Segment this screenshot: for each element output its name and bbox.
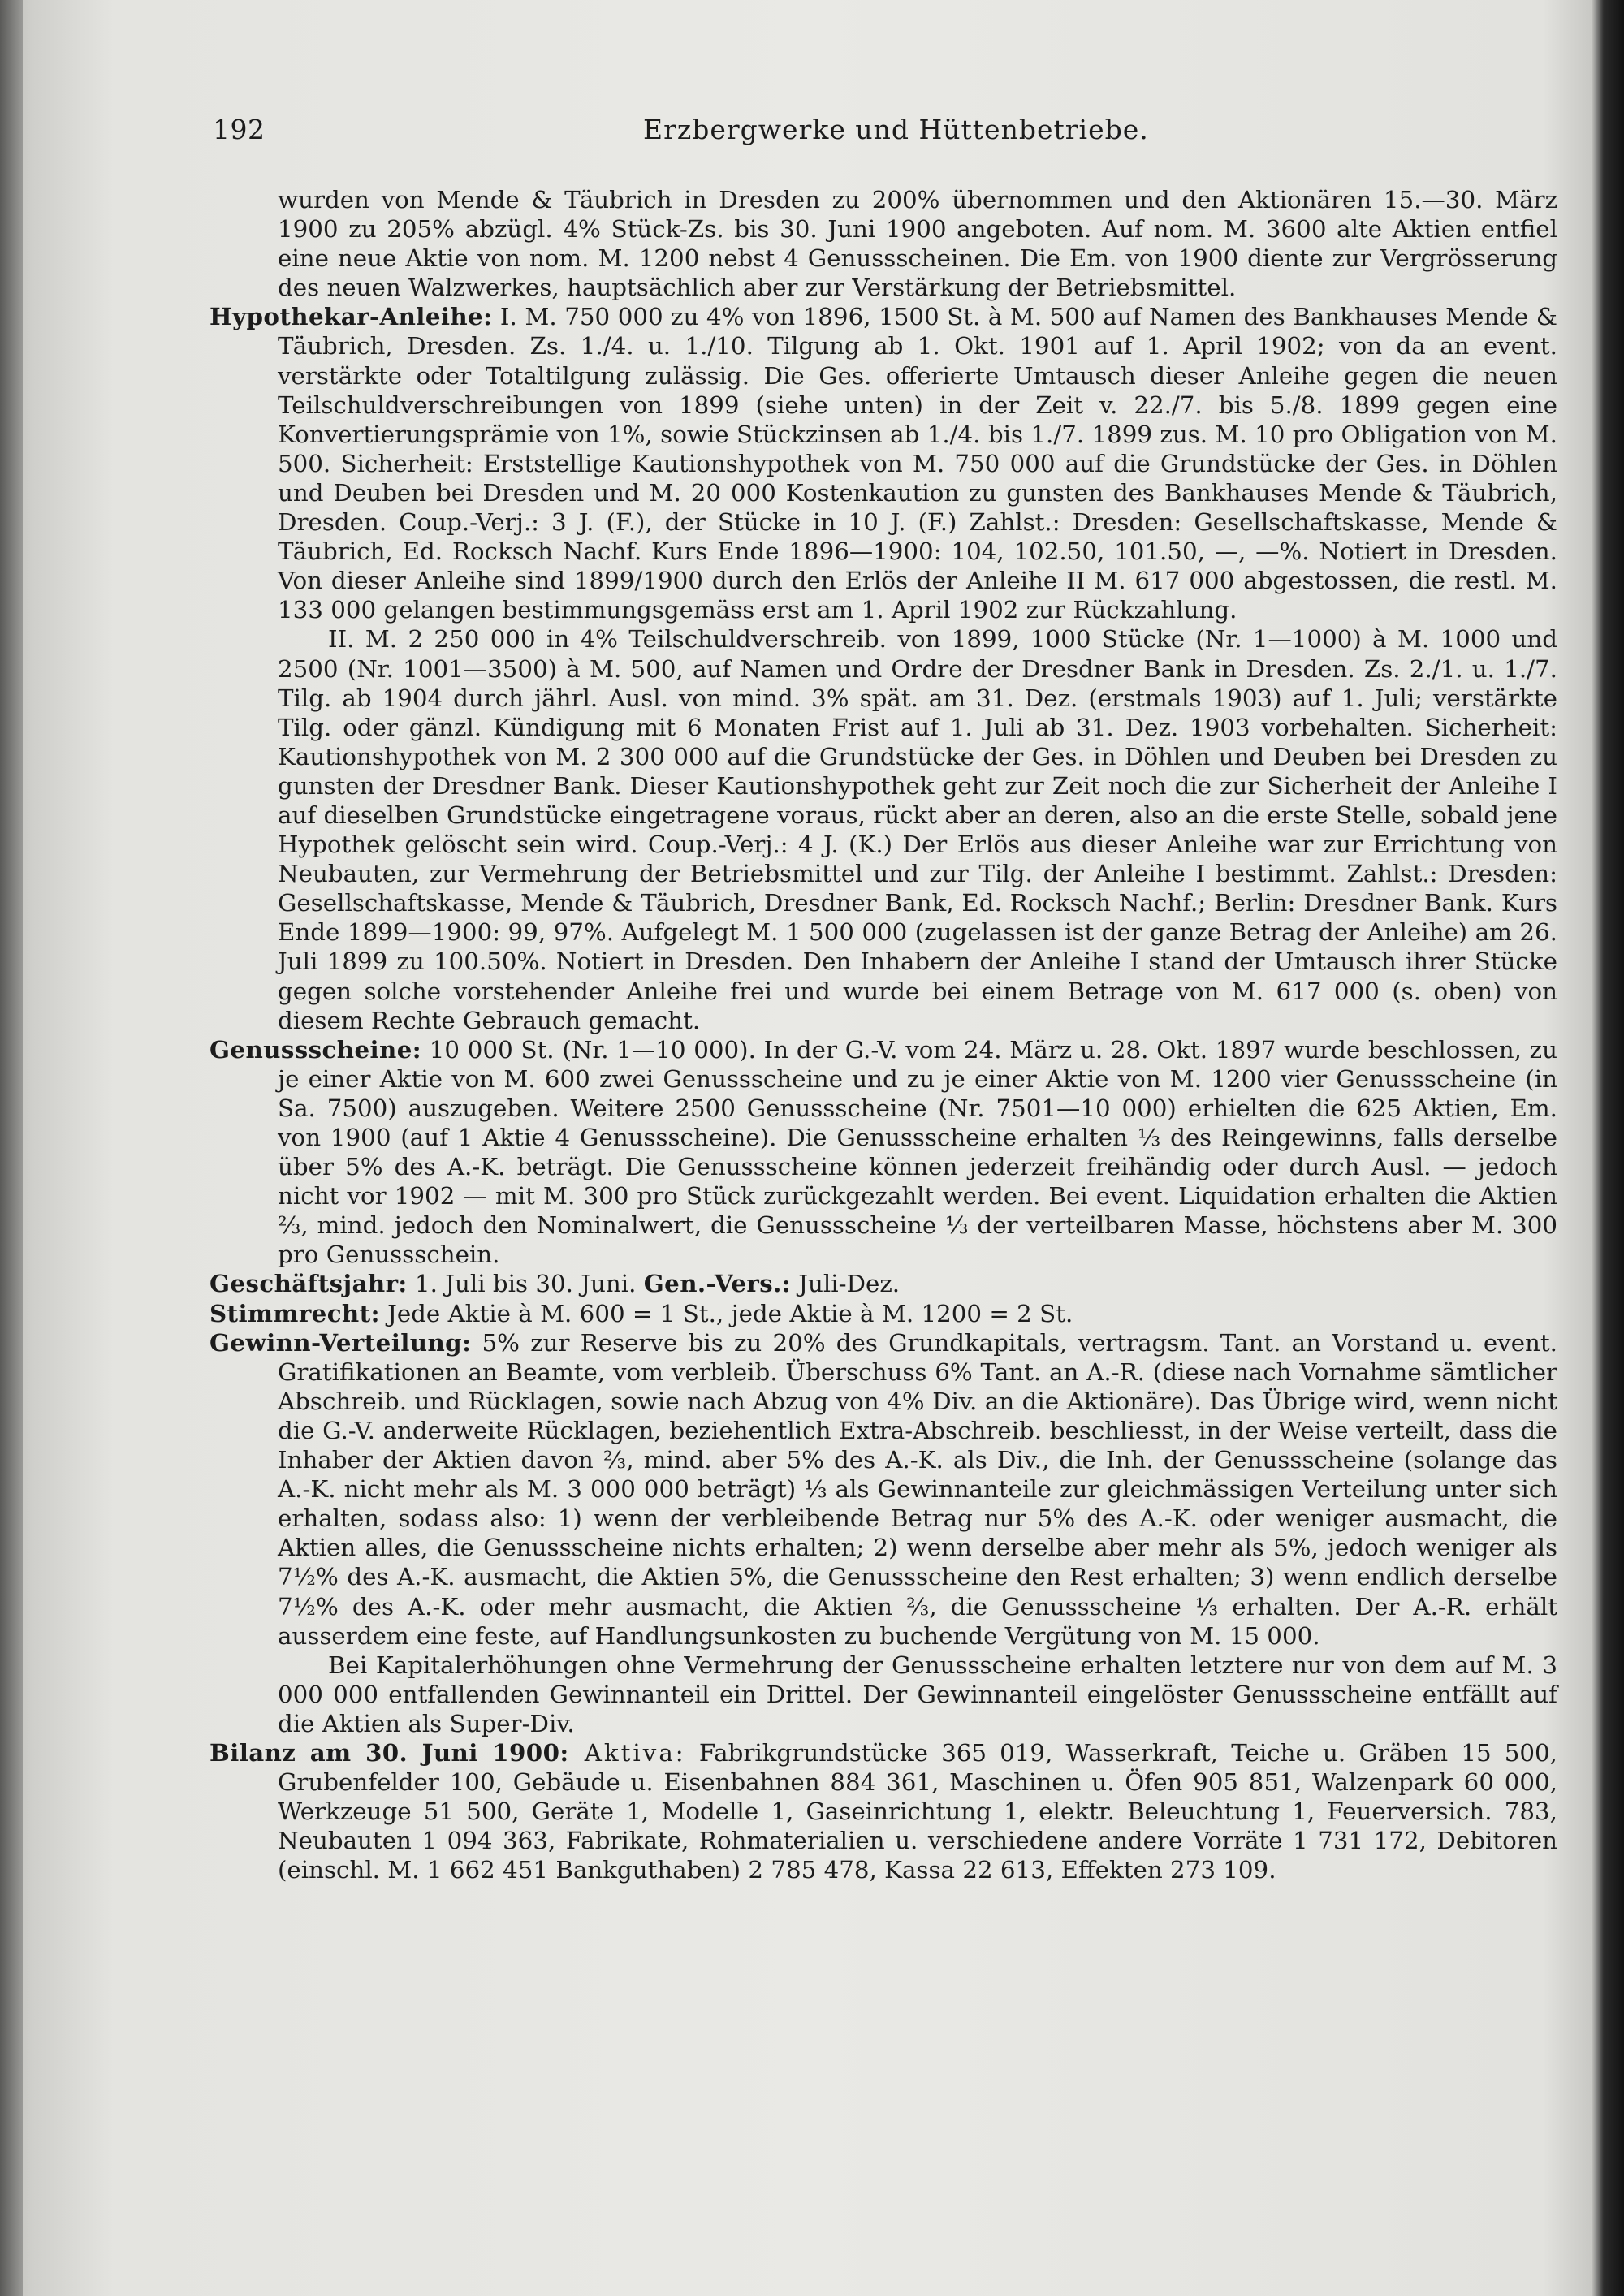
entry-label: Gen.-Vers.: bbox=[643, 1269, 791, 1298]
entry-text: Juli-Dez. bbox=[790, 1270, 901, 1298]
paragraph-kapitalerhoehungen: Bei Kapitalerhöhungen ohne Vermehrung der Genussscheine erhalten letztere nur von dem auf M. 3 000 000 entfallenden Gewinnanteil ein Drittel. Der Gewinnanteil eingelöster Genussscheine entfällt auf die Aktien als Super-Div. bbox=[278, 1651, 1557, 1737]
entry-label: Gewinn-Verteilung: bbox=[209, 1327, 472, 1357]
entry-label: Geschäftsjahr: bbox=[209, 1269, 408, 1298]
entry-text: 5% zur Reserve bis zu 20% des Grundkapitals, vertragsm. Tant. an Vorstand u. event. Gratifikationen an Beamte, vom verbleib. Überschuss 6% Tant. an A.-R. (diese nach Vornahme sämtlicher Abschreib. und Rücklagen, sowie nach Abzug von 4% Div. an die Aktionäre). Das Übrige wird, wenn nicht die G.-V. anderweite Rücklagen, beziehentlich Extra-Abschreib. beschliesst, in der Weise verteilt, dass die Inhaber der Aktien davon ⅔, mind. aber 5% des A.-K. als Div., die Inh. der Genussscheine (solange das A.-K. nicht mehr als M. 3 000 000 beträgt) ⅓ als Gewinnanteile zur gleichmässigen Verteilung unter sich erhalten, sodass also: 1) wenn der verbleibende Betrag nur 5% des A.-K. oder weniger ausmacht, die Aktien alles, die Genussscheine nichts erhalten; 2) wenn derselbe aber mehr als 5%, jedoch weniger als 7½% des A.-K. ausmacht, die Aktien 5%, die Genussscheine den Rest erhalten; 3) wenn endlich derselbe 7½% des A.-K. oder mehr ausmacht, die Aktien ⅔, die Genussscheine ⅓ erhalten. Der A.-R. erhält ausserdem eine feste, auf Handlungsunkosten zu buchende Vergütung von M. 15 000. bbox=[278, 1328, 1557, 1650]
entry-text: I. M. 750 000 zu 4% von 1896, 1500 St. à M. 500 auf Namen des Bankhauses Mende & Täubrich, Dresden. Zs. 1./4. u. 1./10. Tilgung ab 1. Okt. 1901 auf 1. April 1902; von da an event. verstärkte oder Totaltilgung zulässig. Die Ges. offerierte Umtausch dieser Anleihe gegen die neuen Teilschuldverschreibungen von 1899 (siehe unten) in der Zeit v. 22./7. bis 5./8. 1899 gegen eine Konvertierungsprämie von 1%, sowie Stückzinsen ab 1./4. bis 1./7. 1899 zus. M. 10 pro Obligation von M. 500. Sicherheit: Erststellige Kautionshypothek von M. 750 000 auf die Grundstücke der Ges. in Döhlen und Deuben bei Dresden und M. 20 000 Kostenkaution zu gunsten des Bankhauses Mende & Täubrich, Dresden. Coup.-Verj.: 3 J. (F.), der Stücke in 10 J. (F.) Zahlst.: Dresden: Gesellschaftskasse, Mende & Täubrich, Ed. Rocksch Nachf. Kurs Ende 1896—1900: 104, 102.50, 101.50, —, —%. Notiert in Dresden. Von dieser Anleihe sind 1899/1900 durch den Erlös der Anleihe II M. 617 000 abgestossen, die restl. M. 133 000 gelangen bestimmungsgemäss erst am 1. April 1902 zur Rückzahlung. bbox=[278, 303, 1557, 624]
aktiva-label: Aktiva: bbox=[568, 1738, 686, 1767]
entry-gewinn-verteilung bbox=[209, 1328, 1557, 1651]
entry-label: Bilanz am 30. Juni 1900: bbox=[209, 1737, 569, 1767]
entry-stimmrecht bbox=[209, 1299, 1557, 1328]
page-header bbox=[213, 114, 1593, 154]
page-binding-edge bbox=[0, 0, 23, 2296]
entry-label: Hypothekar-Anleihe: bbox=[209, 302, 493, 331]
entry-bilanz bbox=[209, 1738, 1557, 1884]
entry-label: Stimmrecht: bbox=[209, 1298, 380, 1327]
entry-text: 1. Juli bis 30. Juni. bbox=[407, 1270, 644, 1298]
page-number: 192 bbox=[213, 114, 266, 145]
entry-text: 10 000 St. (Nr. 1—10 000). In der G.-V. vom 24. März u. 28. Okt. 1897 wurde beschlossen, zu je einer Aktie von M. 600 zwei Genussscheine und zu je einer Aktie von M. 1200 vier Genussscheine (in Sa. 7500) auszugeben. Weitere 2500 Genussscheine (Nr. 7501—10 000) erhielten die 625 Aktien, Em. von 1900 (auf 1 Aktie 4 Genussscheine). Die Genussscheine erhalten ⅓ des Reingewinns, falls derselbe über 5% des A.-K. beträgt. Die Genussscheine können jederzeit freihändig oder durch Ausl. — jedoch nicht vor 1902 — mit M. 300 pro Stück zurückgezahlt werden. Bei event. Liquidation erhalten die Aktien ⅔, mind. jedoch den Nominalwert, die Genussscheine ⅓ der verteilbaren Masse, höchstens aber M. 300 pro Genussschein. bbox=[278, 1035, 1557, 1269]
paragraph-continuation: wurden von Mende & Täubrich in Dresden zu 200% übernommen und den Aktionären 15.—30. März 1900 zu 205% abzügl. 4% Stück-Zs. bis 30. Juni 1900 angeboten. Auf nom. M. 3600 alte Aktien entfiel eine neue Aktie von nom. M. 1200 nebst 4 Genussscheinen. Die Em. von 1900 diente zur Vergrösserung des neuen Walzwerkes, hauptsächlich aber zur Verstärkung der Betriebsmittel. bbox=[278, 186, 1557, 302]
entry-hypothekar-anleihe bbox=[209, 302, 1557, 624]
page-body bbox=[209, 185, 1557, 1884]
entry-text: Fabrikgrundstücke 365 019, Wasserkraft, Teiche u. Gräben 15 500, Grubenfelder 100, Gebäude u. Eisenbahnen 884 361, Maschinen u. Öfen 905 851, Walzenpark 60 000, Werkzeuge 51 500, Geräte 1, Modelle 1, Gaseinrichtung 1, elektr. Beleuchtung 1, Feuerversich. 783, Neubauten 1 094 363, Fabrikate, Rohmaterialien u. verschiedene andere Vorräte 1 731 172, Debitoren (einschl. M. 1 662 451 Bankguthaben) 2 785 478, Kassa 22 613, Effekten 273 109. bbox=[278, 1738, 1557, 1884]
paragraph-anleihe-ii: II. M. 2 250 000 in 4% Teilschuldverschreib. von 1899, 1000 Stücke (Nr. 1—1000) à M. 1000 und 2500 (Nr. 1001—3500) à M. 500, auf Namen und Ordre der Dresdner Bank in Dresden. Zs. 2./1. u. 1./7. Tilg. ab 1904 durch jährl. Ausl. von mind. 3% spät. am 31. Dez. (erstmals 1903) auf 1. Juli; verstärkte Tilg. oder gänzl. Kündigung mit 6 Monaten Frist auf 1. Juli ab 31. Dez. 1903 vorbehalten. Sicherheit: Kautionshypothek von M. 2 300 000 auf die Grundstücke der Ges. in Döhlen und Deuben bei Dresden zu gunsten der Dresdner Bank. Dieser Kautionshypothek geht zur Zeit noch die zur Sicherheit der Anleihe I auf dieselben Grundstücke eingetragene voraus, rückt aber an deren, also an die erste Stelle, sobald jene Hypothek gelöscht sein wird. Coup.-Verj.: 4 J. (K.) Der Erlös aus dieser Anleihe war zur Errichtung von Neubauten, zur Vermehrung der Betriebsmittel und zur Tilg. der Anleihe I bestimmt. Zahlst.: Dresden: Gesellschaftskasse, Mende & Täubrich, Dresdner Bank, Ed. Rocksch Nachf.; Berlin: Dresdner Bank. Kurs Ende 1899—1900: 99, 97%. Aufgelegt M. 1 500 000 (zugelassen ist der ganze Betrag der Anleihe) am 26. Juli 1899 zu 100.50%. Notiert in Dresden. Den Inhabern der Anleihe I stand der Umtausch ihrer Stücke gegen solche vorstehender Anleihe frei und wurde bei einem Betrage von M. 617 000 (s. oben) von diesem Rechte Gebrauch gemacht. bbox=[278, 625, 1557, 1034]
entry-text: Jede Aktie à M. 600 = 1 St., jede Aktie à M. 1200 = 2 St. bbox=[379, 1299, 1073, 1327]
running-title: Erzbergwerke und Hüttenbetriebe. bbox=[643, 114, 1149, 145]
entry-label: Genussscheine: bbox=[209, 1034, 422, 1064]
entry-geschaeftsjahr bbox=[209, 1269, 1557, 1298]
entry-genussscheine bbox=[209, 1035, 1557, 1270]
